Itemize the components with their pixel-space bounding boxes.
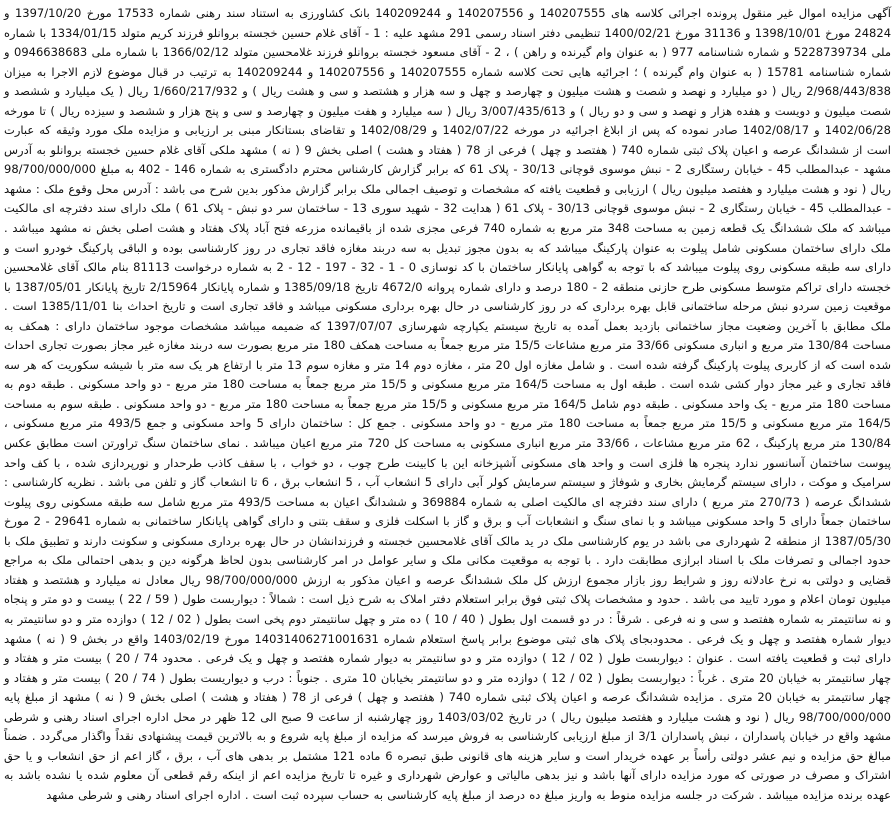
auction-notice-body: آگهی مزایده اموال غیر منقول پرونده اجرائی کلاسه های 140207555 و 140207556 و 140209244 بانک کشاورزی به استناد سند رهنی شماره 17533 مورخ 1397/10/20 و 24824 مورخ 1398/10/01 و 31136 مورخ 1400/02/21 تنظیمی دفتر اسناد رسمی 291 مشهد علیه : 1 - آقای غلام حسین خجسته بروانلو فرزند کریم متولد 1334/01/15 با شماره ملی 5228739734 و شماره شناسنامه 977 ( به عنوان وام گیرنده و راهن ) ، 2 - آقای مسعود خجسته بروانلو فرزند غلامحسین متولد 1366/02/12 با شماره ملی 0946638683 و شماره شناسنامه 15781 ( به عنوان وام گیرنده ) ؛ اجرائیه هایی تحت کلاسه شماره 140207555 و 140207556 و 140209244 به ترتیب در قبال موضوع لازم الاجرا به میزان 2/968/443/838 ریال ( دو میلیارد و نهصد و شصت و هشت میلیون و چهارصد و چهل و سه هزار و هشتصد و سی و هشت ریال ) و 1/660/217/932 ریال ( یک میلیارد و ششصد و شصت میلیون و دویست و هفده هزار و نهصد و سی و دو ریال ) و 3/007/435/613 ریال ( سه میلیارد و هفت میلیون و چهارصد و سی و پنج هزار و ششصد و سیزده ریال ) تا مورخه 1402/06/28 و 1402/08/17 صادر نموده که پس از ابلاغ اجرائیه در مورخه 1402/07/22 و 1402/08/29 و تقاضای بستانکار مبنی بر ارزیابی و مزایده ملک مورد وثیقه که عبارت است از ششدانگ عرصه و اعیان پلاک ثبتی شماره 740 ( هفتصد و چهل ) فرعی از 78 ( هفتاد و هشت ) اصلی بخش 9 ( نه ) مشهد ملکی آقای غلام حسین خجسته بروانلو به آدرس مشهد - عبدالمطلب 45 - خیابان رستگاری 2 - نبش موسوی قوچانی 30/13 - پلاک 61 که برابر گزارش کارشناس محترم دادگستری به شماره 146 - 402 به مبلغ 98/700/000/000 ریال ( نود و هشت میلیارد و هفتصد میلیون ریال ) ارزیابی و قطعیت یافته که مشخصات و توصیف اجمالی ملک برابر گزارش مذکور بدین شرح می باشد : آدرس محل وقوع ملک : مشهد - عبدالمطلب 45 - خیابان رستگاری 2 - نبش موسوی قوچانی 30/13 - پلاک 61 ( هدایت 32 - شهید سوری 13 - ساختمان سر دو نبش - پلاک 61 ) ملک دارای سند دفترچه ای مالکیت میباشد که ملک ششدانگ یک قطعه زمین به مساحت 348 متر مربع به شماره 740 فرعی مجزی شده از باقیمانده مزرعه فتح آباد پلاک هفتاد و هشت اصلی بخش نه مشهد میباشد . ملک دارای ساختمان مسکونی شامل پیلوت به عنوان پارکینگ میباشد که به بدون مجوز تبدیل به سه دربند مغازه فاقد تجاری در روز کارشناسی بوده و الباقی پارکینگ خودرو است و دارای سه طبقه مسکونی روی پیلوت میباشد که با توجه به گواهی پایانکار ساختمان با کد نوسازی 0 - 1 - 32 - 197 - 12 - 2 به شماره درخواست 81113 بنام مالک آقای غلامحسین خجسته دارای تراکم متوسط مسکونی طرح حازنی منطقه 2 - 180 درصد و دارای شماره پروانه 4672/0 تاریخ 1385/09/18 و شماره پایانکار 2/15964 تاریخ پایانکار 1387/05/01 با موقعیت زمین سردو نبش مرحله ساختمانی قابل بهره برداری که در روز کارشناسی در حال بهره برداری مسکونی میباشد و فاقد تجاری است و تاریخ احداث بنا 1385/11/01 است . ملک مطابق با آخرین وضعیت مجاز ساختمانی بازدید بعمل آمده به تاریخ سیستم یکپارچه شهرسازی 1397/07/07 که ضمیمه میباشد مشخصات موجود ساختمان دارای : همکف به مساحت 130/84 متر مربع و انباری مسکونی 33/66 متر مربع مشاعات 15/5 متر مربع جمعاً به مساحت همکف 180 متر مربع بصورت سه دربند مغازه غیر مجاز بصورت تجاری احداث شده است که از کاربری پیلوت پارکینگ گرفته شده است . و شامل مغازه اول 20 متر ، مغازه دوم 14 متر و مغازه سوم 13 متر با ارتفاع هر یک سه متر با شیشه سکوریت که هر سه فاقد تجاری و غیر مجاز دوار کشی شده است . طبقه اول به مساحت 164/5 متر مربع مسکونی و 15/5 متر مربع جمعاً به مساحت 180 متر مربع - دو واحد مسکونی . طبقه دوم به مساحت 180 متر مربع - یک واحد مسکونی . طبقه دوم شامل 164/5 متر مربع مسکونی و 15/5 متر مربع جمعاً به مساحت 180 متر مربع - دو واحد مسکونی . طبقه سوم به مساحت 164/5 متر مربع مسکونی و 15/5 متر مربع جمعاً به مساحت 180 متر مربع - دو واحد مسکونی . جمع کل : ساختمان دارای 5 واحد مسکونی و جمع 493/5 متر مربع مسکونی ، 130/84 متر مربع پارکینگ ، 62 متر مربع مشاعات ، 33/66 متر مربع انباری مسکونی به مساحت کل 720 متر مربع اعیان میباشد . نمای ساختمان سنگ تراورتن است مطابق عکس پیوست ساختمان آسانسور ندارد پنجره ها فلزی است و واحد های مسکونی آشپزخانه این با کابینت طرح چوب ، دو خواب ، با سقف کاذب طرحدار و نورپردازی شده ، با کف واحد سرامیک و موکت ، دارای سیستم گرمایش بخاری و شوفاژ و سیستم سرمایش کولر آبی دارای 5 انشعاب آب ، 5 انشعاب برق ، 6 تا انشعاب گاز و تلفن می باشد . نظریه کارشناسی : ششدانگ عرصه ( 270/73 متر مربع ) دارای سند دفترچه ای مالکیت اصلی به شماره 369884 و ششدانگ اعیان به مساحت 493/5 متر مربع شامل سه طبقه مسکونی روی پیلوت ساختمان جمعاً دارای 5 واحد مسکونی میباشد و با نمای سنگ و انشعابات آب و برق و گاز با اسکلت فلزی و سقف بتنی و دارای گواهی پایانکار ساختمانی به شماره 29641 - 2 مورخ 1387/05/30 از منطقه 2 شهرداری می باشد در یوم کارشناسی ملک در ید مالک آقای غلامحسین خجسته و فرزندانشان در حال بهره برداری مسکونی و سکونت دارند و تطبیق ملک با حدود اجمالی و تصرفات ملک با اسناد ابرازی مطابقت دارد . با توجه به موقعیت مکانی ملک و سایر عوامل در امر کارشناسی بدون لحاظ هرگونه دین و بدهی احتمالی ملک به مراجع قضایی و دولتی به نرخ عادلانه روز و شرایط روز بازار مجموع ارزش کل ملک ششدانگ عرصه و اعیان مذکور به ارزش 98/700/000/000 ریال معادل نه میلیارد و هشتصد و هفتاد میلیون تومان اعلام و مورد تایید می باشد . حدود و مشخصات پلاک ثبتی فوق برابر استعلام دفتر املاک به شرح ذیل است : شمالاً : دیواربست طول ( 59 / 22 ) بیست و دو متر و پنجاه و نه سانتیمتر به شماره هفتصد و سی و نه فرعی . شرقاً : در دو قسمت اول بطول ( 40 / 10 ) ده متر و چهل سانتیمتر دوم پخی است بطول ( 02 / 12 ) دوازده متر و دو سانتیمتر به دیوار شماره هفتصد و چهل و یک فرعی . محدودبجای پلاک های ثبتی موضوع برابر پاسخ استعلام شماره 14031406271001631 مورخ 1403/02/19 واقع در بخش 9 ( نه ) مشهد دارای ثبت و قطعیت یافته است . عنوان : دیواربست طول ( 02 / 12 ) دوازده متر و دو سانتیمتر به دیوار شماره هفتصد و چهل و یک فرعی . محدود 74 / 20 ) بیست متر و هفتاد و چهار سانتیمتر به خیابان 20 متری . غرباً : دیواربست بطول ( 02 / 12 ) دوازده متر و دو سانتیمتر بخیابان 10 متری . جنوباً : درب و دیواریست بطول ( 74 / 20 ) بیست متر و هفتاد و چهار سانتیمتر به خیابان 20 متری . مزایده ششدانگ عرصه و اعیان پلاک ثبتی شماره 740 ( هفتصد و چهل ) فرعی از 78 ( هفتاد و هشت ) اصلی بخش 9 ( نه ) مشهد از مبلغ پایه 98/700/000/000 ریال ( نود و هشت میلیارد و هفتصد میلیون ریال ) در تاریخ 1403/03/02 روز چهارشنبه از ساعت 9 صبح الی 12 ظهر در محل اداره اجرای اسناد رهنی و شرطی مشهد واقع در خیابان پاسداران ، نبش پاسداران 3/1 از مبلغ ارزیابی کارشناسی به فروش میرسد که مزایده از مبلغ پایه شروع و به بالاترین قیمت پیشنهادی نقداً واگذار می‌گردد . ضمناً مبالغ حق مزایده و نیم عشر دولتی رأساً بر عهده خریدار است و سایر هزینه های قانونی طبق تبصره 6 ماده 121 مشتمل بر بدهی های آب ، برق ، گاز اعم از حق انشعاب و یا حق اشتراک و مصرف در صورتی که مورد مزایده دارای آنها باشد و نیز بدهی مالیاتی و عوارض شهرداری و غیره تا تاریخ مزایده اعم از اینکه رقم قطعی آن معلوم شده یا نشده باشد به عهده برنده مزایده میباشد . شرکت در جلسه مزایده منوط به واریز مبلغ ده درصد از مبلغ پایه کارشناسی به حساب سپرده ثبت است . اداره اجرای اسناد رهنی و شرطی مشهد — [4, 6, 892, 802]
